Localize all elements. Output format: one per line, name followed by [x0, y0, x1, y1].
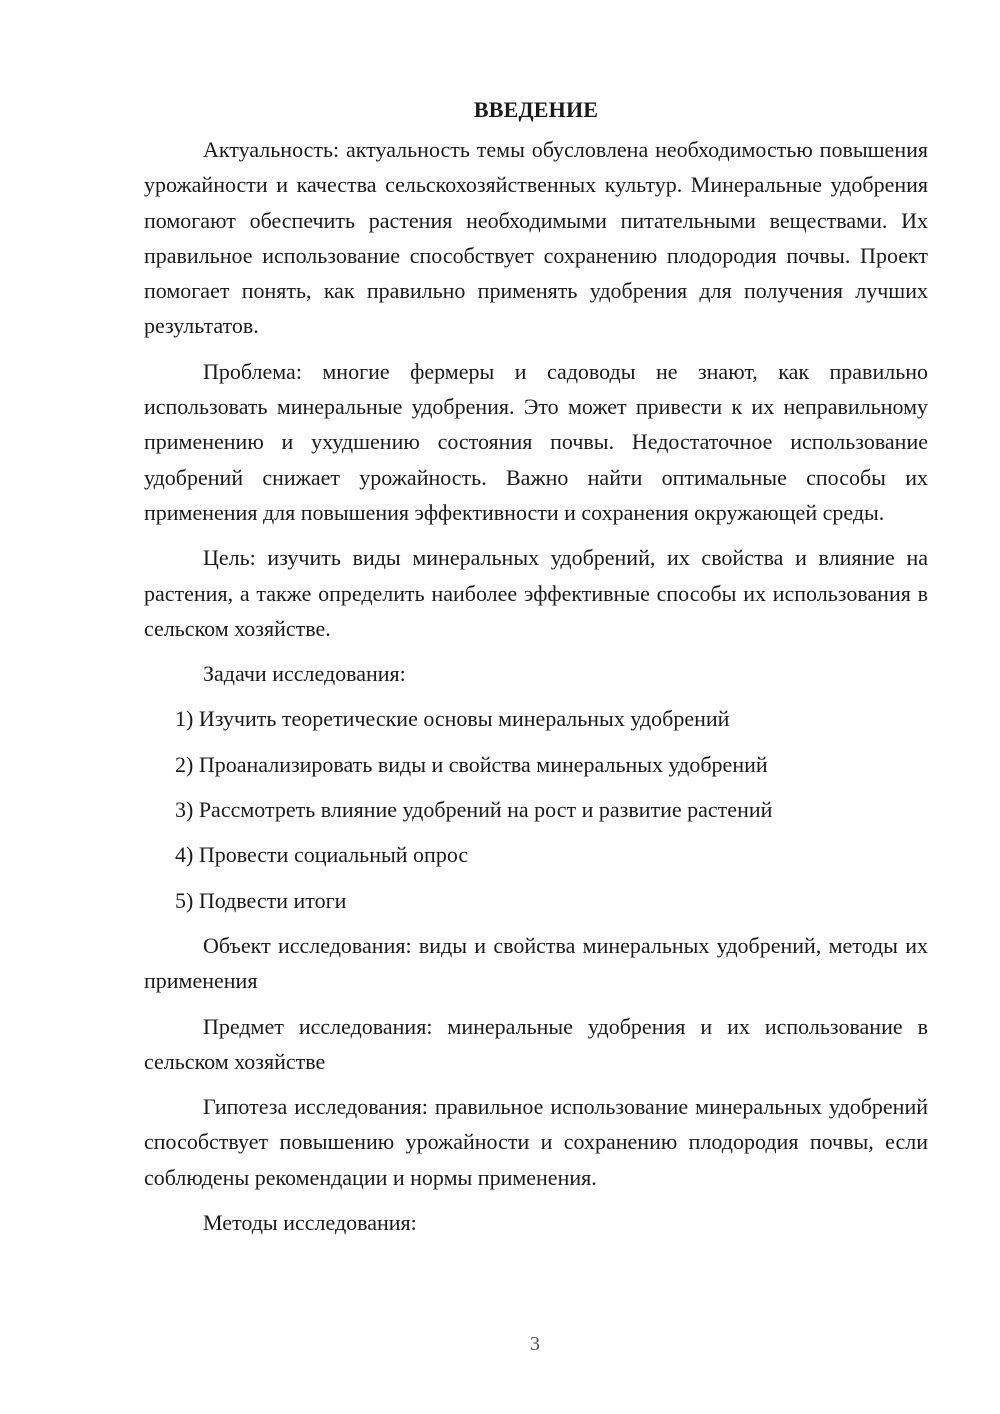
task-item-5: 5) Подвести итоги [175, 887, 347, 913]
page-number: 3 [530, 1333, 540, 1355]
subject-paragraph: Предмет исследования: минеральные удобрения и их использование в сельском хозяйстве [144, 1013, 928, 1074]
section-title: ВВЕДЕНИЕ [473, 97, 599, 122]
goal-paragraph: Цель: изучить виды минеральных удобрений, их свойства и влияние на растения, а также определить наиболее эффективные способы их использования в сельском хозяйстве. [144, 545, 928, 641]
document-page [144, 92, 928, 1250]
tasks-heading: Задачи исследования: [203, 661, 406, 687]
task-item-4: 4) Провести социальный опрос [175, 842, 469, 868]
methods-heading: Методы исследования: [203, 1210, 417, 1236]
task-item-3: 3) Рассмотреть влияние удобрений на рост и развитие растений [175, 797, 773, 823]
task-list [144, 701, 928, 917]
relevance-paragraph: Актуальность: актуальность темы обусловлена необходимостью повышения урожайности и качества сельскохозяйственных культур. Минеральные удобрения помогают обеспечить растения необходимыми питательными веществами. Их правильное использование способствует сохранению плодородия почвы. Проект помогает понять, как правильно применять удобрения для получения лучших результатов. [144, 137, 928, 339]
object-paragraph: Объект исследования: виды и свойства минеральных удобрений, методы их применения [144, 932, 928, 994]
task-item-1: 1) Изучить теоретические основы минеральных удобрений [175, 706, 730, 732]
problem-paragraph: Проблема: многие фермеры и садоводы не знают, как правильно использовать минеральные удобрения. Это может привести к их неправильному применению и ухудшению состояния почвы. Недостаточное использование удобрений снижает урожайность. Важно найти оптимальные способы их применения для повышения эффективности и сохранения окружающей среды. [144, 358, 928, 525]
task-item-2: 2) Проанализировать виды и свойства минеральных удобрений [175, 751, 768, 777]
hypothesis-paragraph: Гипотеза исследования: правильное использование минеральных удобрений способствует повышению урожайности и сохранению плодородия почвы, если соблюдены рекомендации и нормы применения. [144, 1094, 928, 1190]
